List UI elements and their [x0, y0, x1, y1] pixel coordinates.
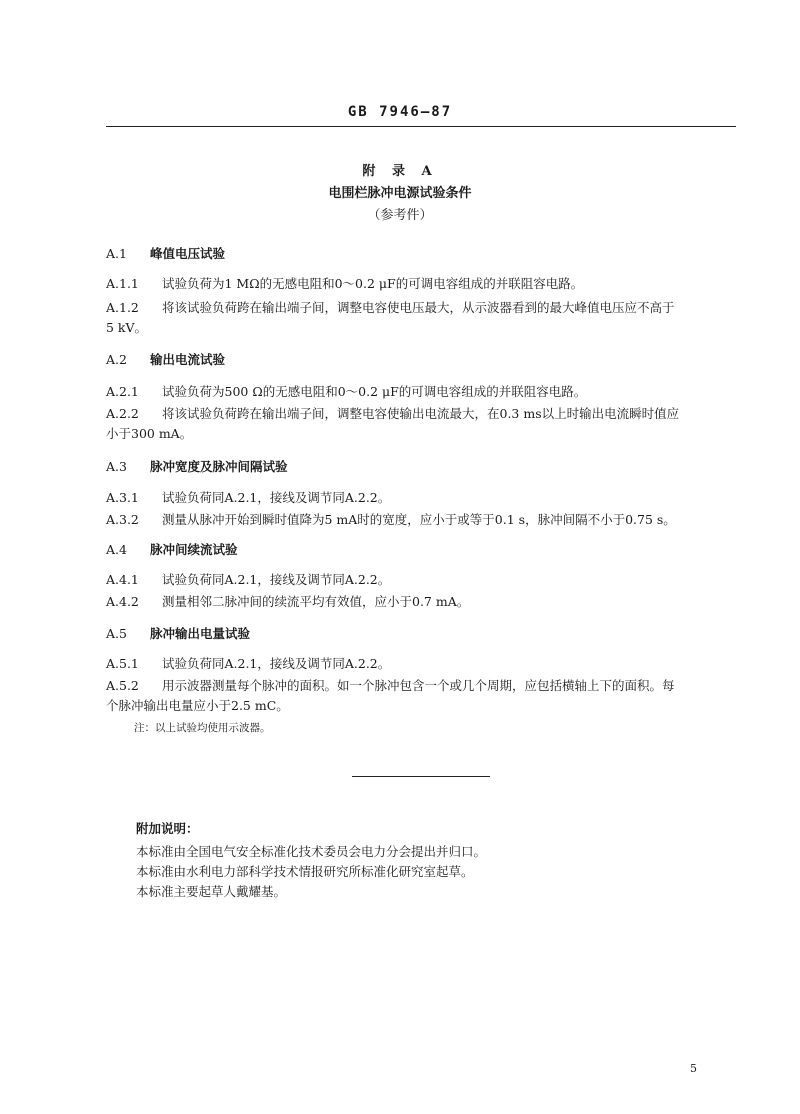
paragraph [106, 510, 738, 530]
section-heading [106, 244, 225, 262]
additional-notes-title: 附加说明： [136, 821, 199, 836]
paragraph-number: A.3.1 [106, 490, 139, 505]
section-number: A.1 [106, 246, 127, 261]
paragraph [106, 382, 738, 402]
end-rule [352, 776, 490, 777]
paragraph [106, 274, 738, 294]
paragraph-number: A.5.2 [106, 678, 139, 693]
paragraph-number: A.3.2 [106, 512, 139, 527]
paragraph-continuation: 个脉冲输出电量应小于2.5 mC。 [106, 698, 289, 713]
additional-line: 本标准主要起草人戴耀基。 [136, 884, 287, 899]
section-title: 峰值电压试验 [150, 246, 226, 261]
paragraph [106, 488, 738, 508]
paragraph-text: 试验负荷同A.2.1，接线及调节同A.2.2。 [162, 656, 391, 671]
section-title: 脉冲间续流试验 [150, 542, 238, 557]
paragraph-number: A.1.2 [106, 300, 139, 315]
section-heading [106, 624, 250, 642]
header-rule [106, 126, 736, 127]
appendix-label: 附 录 A [362, 164, 438, 179]
paragraph-number: A.4.2 [106, 594, 139, 609]
appendix-subtitle: （参考件） [367, 208, 433, 223]
paragraph-continuation: 5 kV。 [106, 320, 148, 335]
paragraph-text: 将该试验负荷跨在输出端子间，调整电容使电压最大，从示波器看到的最大峰值电压应不高于 [162, 300, 675, 315]
section-title: 脉冲宽度及脉冲间隔试验 [150, 459, 288, 474]
section-heading [106, 457, 288, 475]
section-number: A.4 [106, 542, 127, 557]
section-heading [106, 540, 238, 558]
section-title: 脉冲输出电量试验 [150, 626, 251, 641]
paragraph [106, 654, 738, 674]
paragraph-text: 试验负荷同A.2.1，接线及调节同A.2.2。 [162, 572, 391, 587]
paragraph [106, 298, 738, 318]
paragraph-number: A.1.1 [106, 276, 139, 291]
paragraph-text: 将该试验负荷跨在输出端子间，调整电容使输出电流最大，在0.3 ms以上时输出电流瞬时值应 [162, 406, 680, 421]
section-number: A.3 [106, 459, 127, 474]
paragraph-text: 试验负荷为1 MΩ的无感电阻和0～0.2 μF的可调电容组成的并联阻容电路。 [162, 276, 584, 291]
paragraph-number: A.5.1 [106, 656, 139, 671]
paragraph-text: 测量相邻二脉冲间的续流平均有效值，应小于0.7 mA。 [162, 594, 470, 609]
paragraph [106, 592, 738, 612]
section-number: A.2 [106, 352, 127, 367]
paragraph-text: 用示波器测量每个脉冲的面积。如一个脉冲包含一个或几个周期，应包括横轴上下的面积。每 [162, 678, 675, 693]
paragraph-text: 试验负荷为500 Ω的无感电阻和0～0.2 μF的可调电容组成的并联阻容电路。 [162, 384, 587, 399]
section-heading [106, 350, 225, 368]
standard-code: GB 7946—87 [347, 104, 453, 120]
paragraph [106, 570, 738, 590]
paragraph-number: A.2.2 [106, 406, 139, 421]
note: 注：以上试验均使用示波器。 [134, 722, 271, 734]
paragraph-continuation: 小于300 mA。 [106, 426, 193, 441]
page-number: 5 [690, 1062, 697, 1075]
paragraph-text: 试验负荷同A.2.1，接线及调节同A.2.2。 [162, 490, 391, 505]
appendix-title: 电围栏脉冲电源试验条件 [328, 186, 472, 201]
section-number: A.5 [106, 626, 127, 641]
paragraph-number: A.2.1 [106, 384, 139, 399]
paragraph [106, 676, 738, 696]
additional-line: 本标准由全国电气安全标准化技术委员会电力分会提出并归口。 [136, 844, 487, 859]
paragraph [106, 404, 738, 424]
section-title: 输出电流试验 [150, 352, 226, 367]
additional-line: 本标准由水利电力部科学技术情报研究所标准化研究室起草。 [136, 864, 474, 879]
paragraph-text: 测量从脉冲开始到瞬时值降为5 mA时的宽度，应小于或等于0.1 s，脉冲间隔不小于0.75 s。 [162, 512, 676, 527]
paragraph-number: A.4.1 [106, 572, 139, 587]
